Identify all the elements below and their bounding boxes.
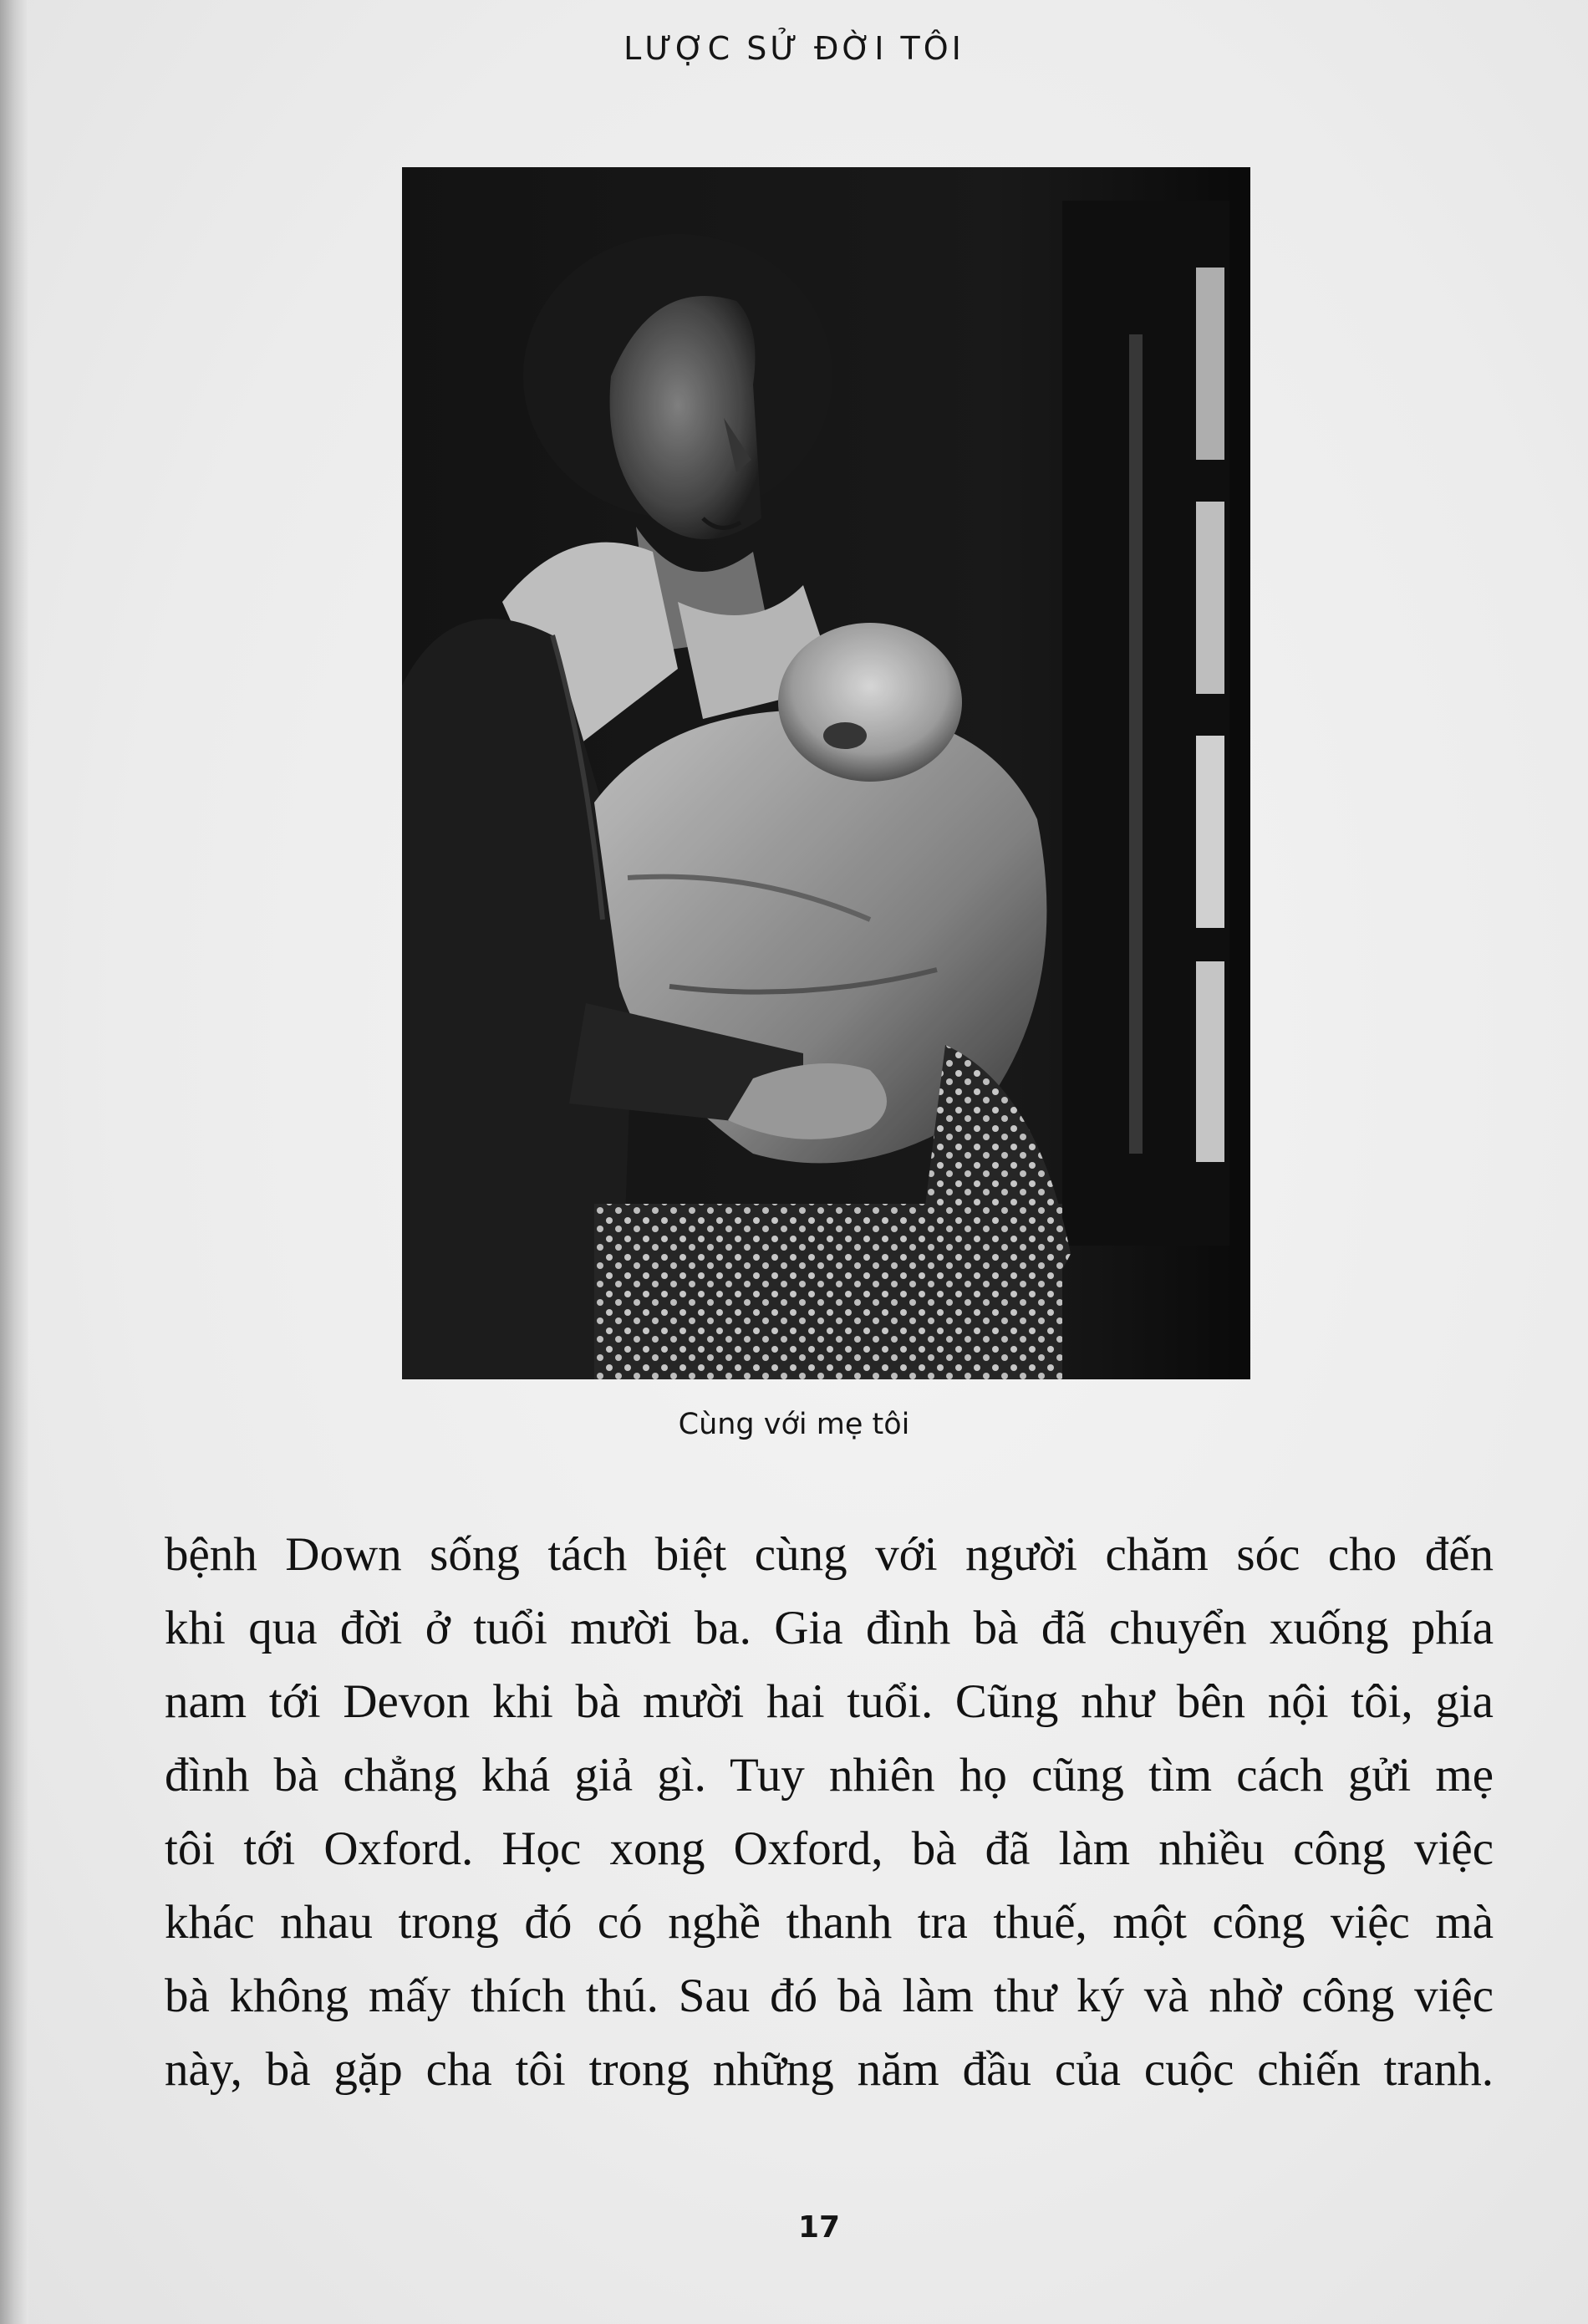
- text-line: tôi tới Oxford. Học xong Oxford, bà đã làm nhiều công việc: [165, 1822, 1494, 1875]
- photo-illustration: [402, 167, 1250, 1379]
- text-line: nam tới Devon khi bà mười hai tuổi. Cũng như bên nội tôi, gia: [165, 1675, 1494, 1728]
- text-line: này, bà gặp cha tôi trong những năm đầu của cuộc chiến tranh.: [165, 2043, 1494, 2096]
- page-number: 17: [797, 2210, 841, 2245]
- text-line: khác nhau trong đó có nghề thanh tra thuế, một công việc mà: [165, 1896, 1494, 1949]
- body-paragraph: [165, 1518, 1494, 2107]
- running-header: LƯỢC SỬ ĐỜI TÔI: [623, 30, 965, 67]
- photo-mother-with-baby: [402, 167, 1250, 1379]
- text-line: đình bà chẳng khá giả gì. Tuy nhiên họ cũng tìm cách gửi mẹ: [165, 1749, 1494, 1802]
- photo-caption: Cùng với mẹ tôi: [678, 1408, 910, 1441]
- text-line: bệnh Down sống tách biệt cùng với người chăm sóc cho đến: [165, 1528, 1494, 1581]
- text-line: bà không mấy thích thú. Sau đó bà làm thư ký và nhờ công việc: [165, 1970, 1494, 2022]
- text-line: khi qua đời ở tuổi mười ba. Gia đình bà đã chuyển xuống phía: [165, 1602, 1494, 1654]
- page-binding-shadow: [0, 0, 28, 2324]
